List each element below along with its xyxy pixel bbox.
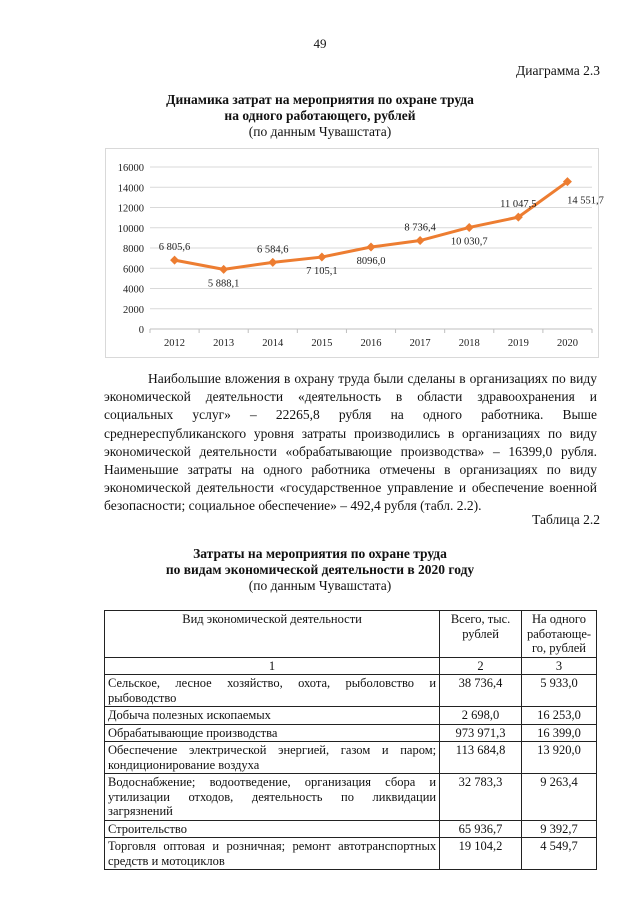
- table-row: [105, 820, 597, 838]
- chart-title-block: [0, 92, 640, 140]
- chart-source: (по данным Чувашстата): [248, 124, 392, 139]
- per-worker-cell: 16 399,0: [522, 724, 597, 742]
- activity-cell: Торговля оптовая и розничная; ремонт автотранспортных средств и мотоциклов: [105, 838, 440, 870]
- y-tick-label: 0: [138, 325, 144, 336]
- data-label: 14 551,7: [567, 195, 604, 207]
- paragraph-text: Наибольшие вложения в охрану труда были сделаны в организациях по виду экономической деятельности «деятельность в области здравоохранения и социальных услуг» – 22265,8 рубля на одного работника. Выше среднереспубликанского уровня затраты производились в организациях по виду экономической деятельности «обрабатывающие производства» – 16399,0 рубля. Наименьшие затраты на одного работника отмечены в организациях по виду экономической деятельности «государственное управление и обеспечение военной безопасности; социальное обеспечение» – 492,4 рубля (табл. 2.2).: [104, 371, 597, 514]
- x-tick-label: 2014: [262, 338, 284, 349]
- x-tick-label: 2017: [409, 338, 431, 349]
- header-activity: Вид экономической деятельности: [105, 611, 440, 658]
- activity-cell: Водоснабжение; водоотведение, организация сбора и утилизации отходов, деятельность по ликвидации загрязнений: [105, 774, 440, 821]
- data-label: 7 105,1: [306, 266, 338, 278]
- per-worker-cell: 9 392,7: [522, 820, 597, 838]
- page-number: 49: [313, 36, 327, 51]
- table-index-row: [105, 657, 597, 675]
- y-tick-label: 10000: [117, 223, 144, 235]
- total-cell: 973 971,3: [440, 724, 522, 742]
- data-label: 5 888,1: [207, 278, 240, 290]
- total-cell: 32 783,3: [440, 774, 522, 821]
- x-tick-label: 2018: [458, 338, 480, 349]
- x-tick-label: 2016: [360, 338, 382, 349]
- table-row: [105, 675, 597, 707]
- table-row: [105, 742, 597, 774]
- x-tick-label: 2012: [164, 338, 186, 349]
- line-chart: [106, 149, 604, 357]
- per-worker-cell: 16 253,0: [522, 707, 597, 725]
- x-tick-label: 2013: [213, 338, 235, 349]
- y-tick-label: 12000: [117, 203, 144, 215]
- data-point-marker: [416, 236, 425, 245]
- data-label: 6 584,6: [257, 244, 289, 256]
- activity-cell: Обеспечение электрической энергией, газом и паром; кондиционирование воздуха: [105, 742, 440, 774]
- total-cell: 65 936,7: [440, 820, 522, 838]
- table-row: [105, 838, 597, 870]
- per-worker-cell: 5 933,0: [522, 675, 597, 707]
- table-row: [105, 707, 597, 725]
- index-cell: 3: [522, 657, 597, 675]
- expenses-table: [104, 610, 597, 870]
- chart-title-line1: Динамика затрат на мероприятия по охране труда: [166, 92, 474, 107]
- table-row: [105, 774, 597, 821]
- table-source: (по данным Чувашстата): [248, 578, 392, 593]
- table-title-line1: Затраты на мероприятия по охране труда: [193, 546, 447, 561]
- y-tick-label: 6000: [123, 264, 144, 276]
- table-label: Таблица 2.2: [532, 512, 600, 527]
- header-per-worker: На одного работающе-го, рублей: [522, 611, 597, 658]
- total-cell: 38 736,4: [440, 675, 522, 707]
- data-label: 6 805,6: [158, 242, 191, 254]
- data-point-marker: [317, 253, 326, 262]
- per-worker-cell: 9 263,4: [522, 774, 597, 821]
- data-label: 8096,0: [356, 256, 386, 268]
- diagram-label: Диаграмма 2.3: [516, 63, 600, 78]
- table-header-row: [105, 611, 597, 658]
- x-tick-label: 2020: [556, 338, 578, 349]
- per-worker-cell: 13 920,0: [522, 742, 597, 774]
- chart-area: [105, 148, 604, 358]
- data-point-marker: [268, 258, 277, 267]
- y-tick-label: 16000: [117, 163, 144, 174]
- total-cell: 113 684,8: [440, 742, 522, 774]
- data-label: 11 047,5: [500, 199, 537, 211]
- y-tick-label: 2000: [123, 304, 144, 316]
- activity-cell: Обрабатывающие производства: [105, 724, 440, 742]
- table-row: [105, 724, 597, 742]
- body-paragraph: [104, 370, 597, 516]
- per-worker-cell: 4 549,7: [522, 838, 597, 870]
- activity-cell: Строительство: [105, 820, 440, 838]
- x-tick-label: 2015: [311, 338, 333, 349]
- total-cell: 19 104,2: [440, 838, 522, 870]
- data-label: 8 736,4: [404, 222, 436, 234]
- data-point-marker: [367, 243, 376, 252]
- data-label: 10 030,7: [450, 236, 488, 248]
- data-point-marker: [170, 256, 179, 265]
- index-cell: 2: [440, 657, 522, 675]
- activity-cell: Добыча полезных ископаемых: [105, 707, 440, 725]
- header-total: Всего, тыс. рублей: [440, 611, 522, 658]
- table-title-line2: по видам экономической деятельности в 2020 году: [165, 562, 475, 577]
- x-tick-label: 2019: [507, 338, 529, 349]
- table-title-block: [0, 546, 640, 594]
- data-point-marker: [465, 223, 474, 232]
- total-cell: 2 698,0: [440, 707, 522, 725]
- chart-title-line2: на одного работающего, рублей: [224, 108, 416, 123]
- data-point-marker: [219, 265, 228, 274]
- activity-cell: Сельское, лесное хозяйство, охота, рыболовство и рыбоводство: [105, 675, 440, 707]
- index-cell: 1: [105, 657, 440, 675]
- y-tick-label: 14000: [117, 183, 144, 195]
- y-tick-label: 4000: [123, 284, 144, 296]
- y-tick-label: 8000: [123, 244, 144, 255]
